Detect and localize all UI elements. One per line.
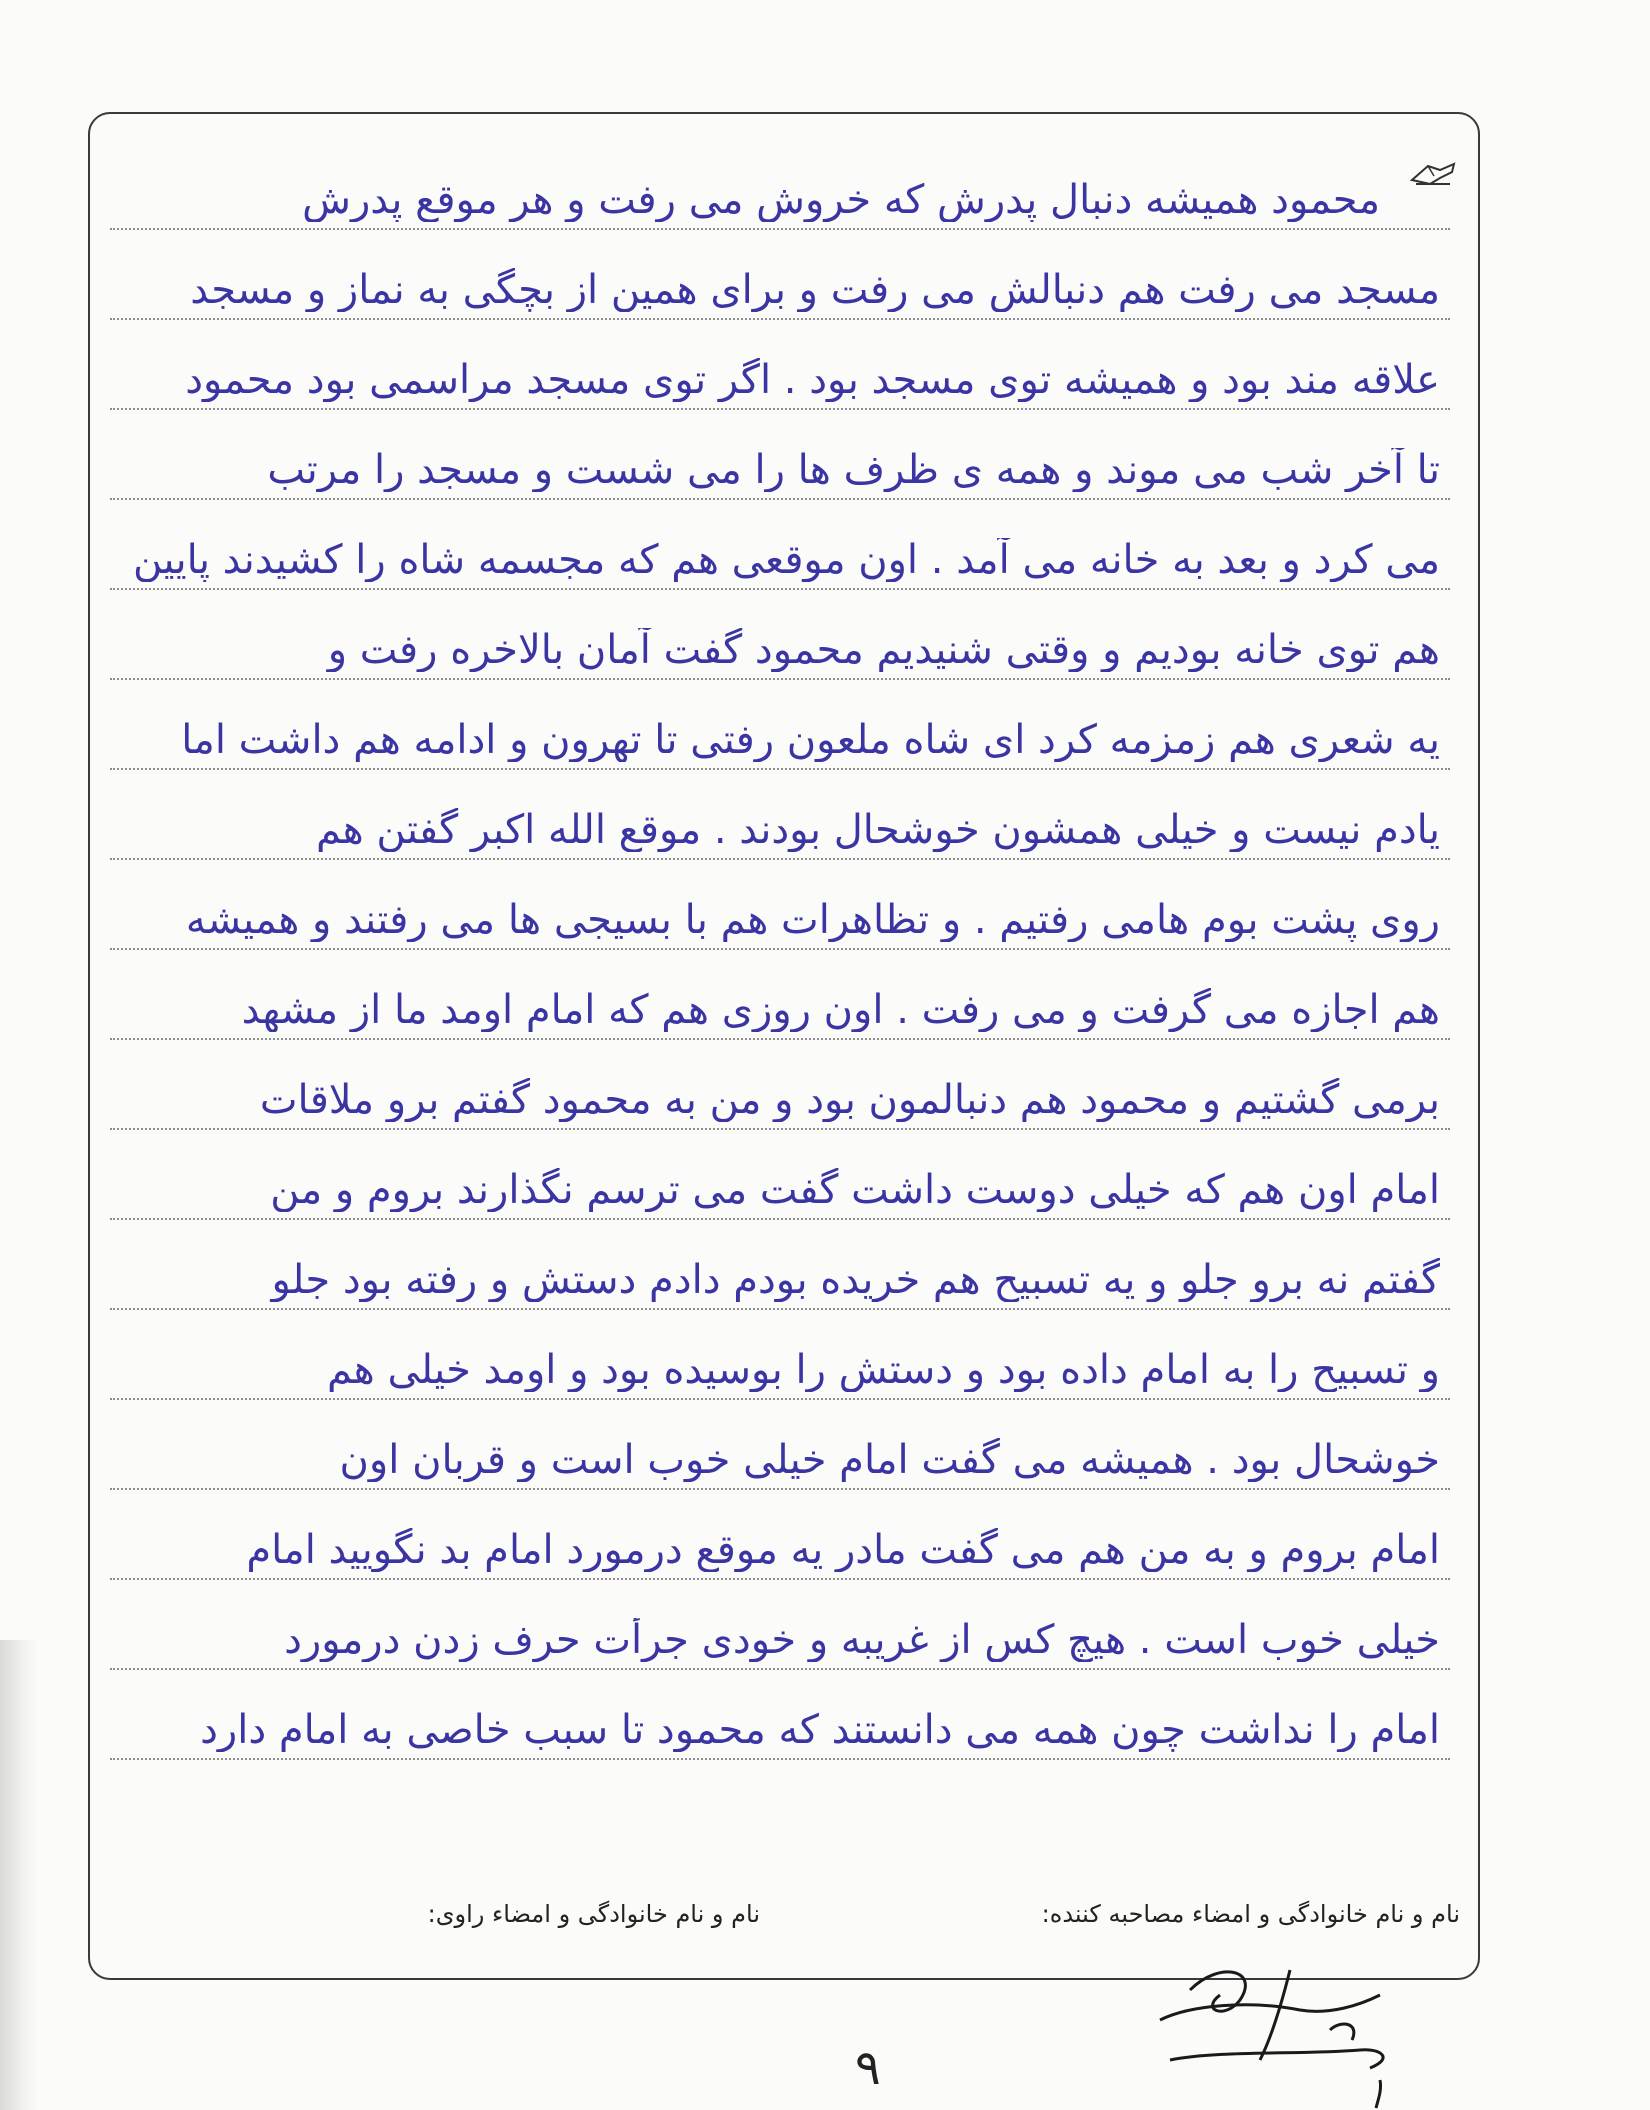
line-text: امام اون هم که خیلی دوست داشت گفت می ترسم نگذارند بروم و من <box>270 1168 1440 1212</box>
torn-paper-edge <box>0 1640 40 2110</box>
text-line <box>110 950 1450 1040</box>
line-text: خیلی خوب است . هیچ کس از غریبه و خودی جرأت حرف زدن درمورد <box>284 1618 1440 1662</box>
text-line <box>110 1400 1450 1490</box>
text-line <box>110 1490 1450 1580</box>
line-text: و تسبیح را به امام داده بود و دستش را بوسیده بود و اومد خیلی هم <box>327 1348 1440 1392</box>
line-text: هم توی خانه بودیم و وقتی شنیدیم محمود گفت آمان بالاخره رفت و <box>327 628 1440 672</box>
text-line <box>110 500 1450 590</box>
line-text: یه شعری هم زمزمه کرد ای شاه ملعون رفتی تا تهرون و ادامه هم داشت اما <box>181 718 1440 762</box>
line-text: امام بروم و به من هم می گفت مادر یه موقع درمورد امام بد نگویید امام <box>246 1528 1440 1572</box>
text-line <box>110 1670 1450 1760</box>
line-text: گفتم نه برو جلو و یه تسبیح هم خریده بودم دادم دستش و رفته بود جلو <box>271 1258 1440 1302</box>
line-text: تا آخر شب می موند و همه ی ظرف ها را می شست و مسجد را مرتب <box>267 448 1440 492</box>
text-line <box>110 140 1450 230</box>
page-number: ۹ <box>855 2040 881 2096</box>
interviewer-signature-label: نام و نام خانوادگی و امضاء مصاحبه کننده: <box>1041 1900 1460 1928</box>
line-text: یادم نیست و خیلی همشون خوشحال بودند . موقع الله اکبر گفتن هم <box>315 808 1440 852</box>
text-line <box>110 410 1450 500</box>
narrator-signature-label: نام و نام خانوادگی و امضاء راوی: <box>427 1900 760 1928</box>
text-line <box>110 1040 1450 1130</box>
line-text: خوشحال بود . همیشه می گفت امام خیلی خوب است و قربان اون <box>339 1438 1440 1482</box>
line-text: روی پشت بوم هامی رفتیم . و تظاهرات هم با بسیجی ها می رفتند و همیشه <box>185 898 1440 942</box>
text-line <box>110 770 1450 860</box>
line-text: هم اجازه می گرفت و می رفت . اون روزی هم که امام اومد ما از مشهد <box>241 988 1440 1032</box>
line-text: امام را نداشت چون همه می دانستند که محمود تا سبب خاصی به امام دارد <box>200 1708 1440 1752</box>
text-line <box>110 590 1450 680</box>
line-text: برمی گشتیم و محمود هم دنبالمون بود و من به محمود گفتم برو ملاقات <box>259 1078 1440 1122</box>
line-text: علاقه مند بود و همیشه توی مسجد بود . اگر توی مسجد مراسمی بود محمود <box>185 358 1440 402</box>
text-line <box>110 230 1450 320</box>
line-text: محمود همیشه دنبال پدرش که خروش می رفت و هر موقع پدرش <box>302 178 1380 222</box>
text-line <box>110 860 1450 950</box>
signature-footer <box>110 1900 1460 1950</box>
handwritten-text-area <box>110 140 1450 1860</box>
line-text: می کرد و بعد به خانه می آمد . اون موقعی هم که مجسمه شاه را کشیدند پایین <box>132 538 1440 582</box>
handwritten-signature <box>1130 1950 1430 2110</box>
text-line <box>110 1220 1450 1310</box>
text-line <box>110 680 1450 770</box>
text-line <box>110 1580 1450 1670</box>
text-line <box>110 1130 1450 1220</box>
line-text: مسجد می رفت هم دنبالش می رفت و برای همین از بچگی به نماز و مسجد <box>190 268 1440 312</box>
text-line <box>110 320 1450 410</box>
text-line <box>110 1310 1450 1400</box>
